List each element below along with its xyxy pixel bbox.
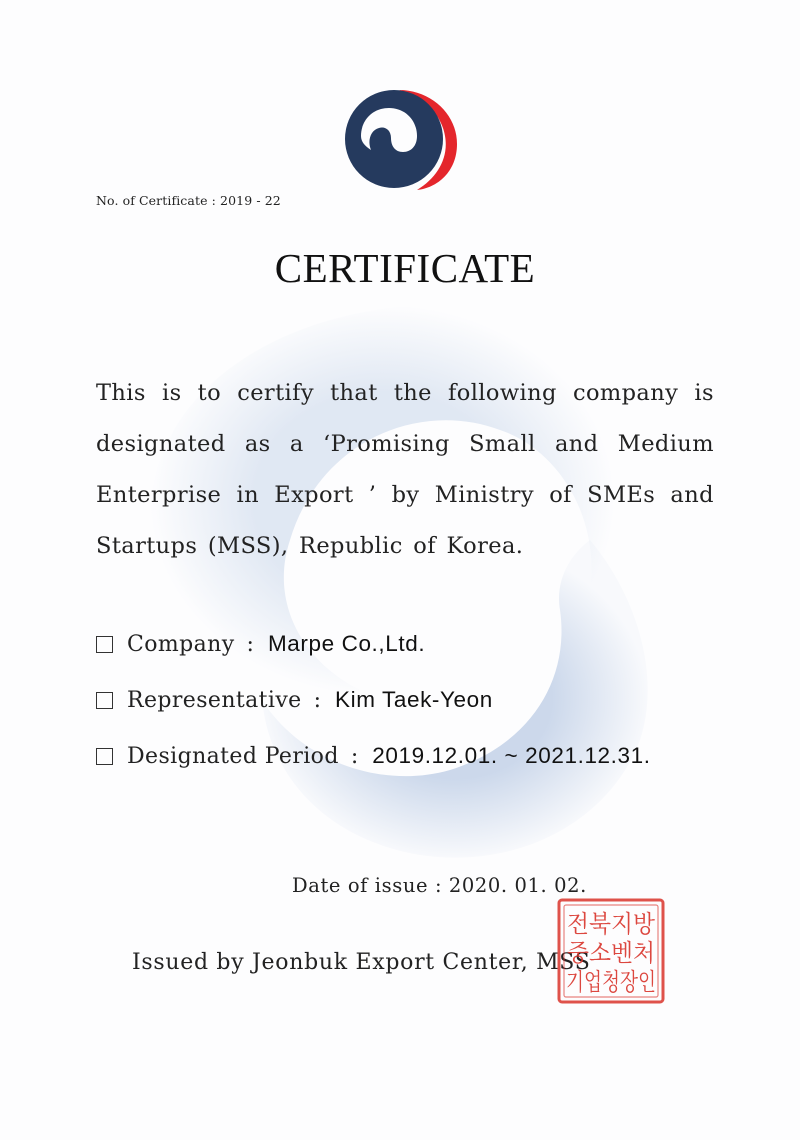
statement-line	[96, 375, 714, 426]
official-seal-stamp	[555, 897, 667, 1005]
taegeuk-logo-icon	[340, 84, 462, 192]
word: that	[330, 380, 378, 406]
word: This	[96, 380, 146, 406]
detail-value: Kim Taek-Yeon	[335, 687, 493, 712]
word: following	[448, 380, 557, 406]
detail-label: Designated Period	[127, 743, 339, 769]
word: certify	[237, 380, 314, 406]
issued-by: Issued by Jeonbuk Export Center, MSS	[132, 950, 591, 975]
word: a	[289, 431, 304, 457]
word: and	[670, 482, 714, 508]
word: ‘Promising	[323, 431, 450, 457]
detail-label: Representative	[127, 687, 302, 713]
certificate-details	[96, 616, 651, 784]
colon-separator: :	[246, 631, 254, 657]
word: Export	[274, 482, 354, 508]
word: is	[161, 380, 182, 406]
seal-text-row: 전북지방	[567, 910, 656, 938]
word: Small	[469, 431, 536, 457]
word: Startups (MSS), Republic of Korea.	[96, 533, 524, 559]
statement-line	[96, 477, 714, 528]
detail-company	[96, 616, 651, 672]
detail-value: Marpe Co.,Ltd.	[267, 631, 426, 656]
checkbox-icon	[96, 636, 113, 653]
word: in	[236, 482, 259, 508]
word: of	[549, 482, 572, 508]
detail-label: Company	[127, 631, 235, 657]
word: is	[694, 380, 714, 406]
checkbox-icon	[96, 748, 113, 765]
word: Enterprise	[96, 482, 222, 508]
word: by	[391, 482, 420, 508]
certificate-statement	[96, 375, 714, 579]
statement-line	[96, 528, 714, 579]
word: the	[393, 380, 432, 406]
seal-text-row: 중소벤처	[567, 939, 655, 967]
word: and	[554, 431, 599, 457]
word: Ministry	[434, 482, 534, 508]
detail-value: 2019.12.01. ~ 2021.12.31.	[372, 743, 651, 768]
word: Medium	[617, 431, 714, 457]
word: designated	[96, 431, 226, 457]
checkbox-icon	[96, 692, 113, 709]
detail-representative	[96, 672, 651, 728]
detail-designated-period	[96, 728, 651, 784]
colon-separator: :	[350, 743, 359, 769]
seal-text-row: 기업청장인	[566, 968, 656, 996]
word: company	[572, 380, 679, 406]
word: ’	[368, 482, 377, 508]
page-title: CERTIFICATE	[274, 245, 536, 291]
word: SMEs	[587, 482, 656, 508]
colon-separator: :	[313, 687, 321, 713]
statement-line	[96, 426, 714, 477]
certificate-number: No. of Certificate : 2019 - 22	[96, 193, 281, 208]
word: to	[197, 380, 222, 406]
date-of-issue: Date of issue : 2020. 01. 02.	[292, 874, 587, 897]
word: as	[244, 431, 271, 457]
